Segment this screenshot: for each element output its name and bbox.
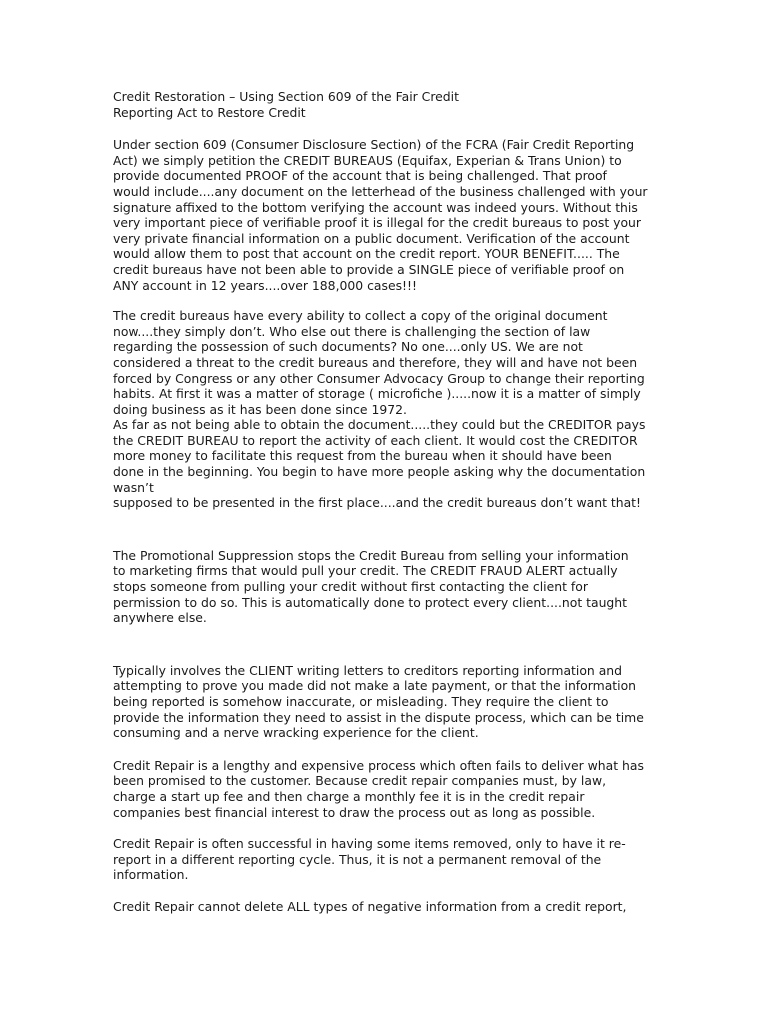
paragraph-promotional-suppression: The Promotional Suppression stops the Credit Bureau from selling your information to marketing firms that would pull your credit. The CREDIT FRAUD ALERT actually stops someone from pulling your credit without first contacting the client for permission to do so. This is automatically done to protect every client....not taught anywhere else.	[113, 547, 629, 626]
paragraph-lengthy-process: Credit Repair is a lengthy and expensive process which often fails to deliver what has been promised to the customer. Because credit repair companies must, by law, charge a start up fee and then charge a monthly fee it is in the credit repair companies best financial interest to draw the process out as long as possible.	[113, 757, 644, 820]
paragraph-cannot-delete: Credit Repair cannot delete ALL types of negative information from a credit report,	[113, 898, 627, 914]
paragraph-client-letters: Typically involves the CLIENT writing letters to creditors reporting information and attempting to prove you made did not make a late payment, or that the information being reported is somehow inaccurate, or misleading. They require the client to provide the information they need to assist in the dispute process, which can be time consuming and a nerve wracking experience for the client.	[113, 662, 644, 741]
paragraph-obtain-document: As far as not being able to obtain the document.....they could but the CREDITOR pays the CREDIT BUREAU to report the activity of each client. It would cost the CREDITOR more money to facilitate this request from the bureau when it should have been done in the beginning. You begin to have more people asking why the documentation wasn’t supposed to be presented in the first place....and the credit bureaus don’t want that!	[113, 417, 646, 511]
paragraph-section-609: Under section 609 (Consumer Disclosure Section) of the FCRA (Fair Credit Reporting Act) we simply petition the CREDIT BUREAUS (Equifax, Experian & Trans Union) to provide documented PROOF of the account that is being challenged. That proof would include....any document on the letterhead of the business challenged with your signature affixed to the bottom verifying the account was indeed yours. Without this very important piece of verifiable proof it is illegal for the credit bureaus to post your very private financial information on a public document. Verification of the account would allow them to post that account on the credit report. YOUR BENEFIT..... The credit bureaus have not been able to provide a SINGLE piece of verifiable proof on ANY account in 12 years....over 188,000 cases!!!	[113, 137, 648, 293]
document-page	[113, 89, 658, 915]
paragraph-re-report: Credit Repair is often successful in having some items removed, only to have it re- report in a different reporting cycle. Thus, it is not a permanent removal of the information.	[113, 836, 626, 883]
document-title: Credit Restoration – Using Section 609 of the Fair Credit Reporting Act to Restore Credit	[113, 89, 459, 120]
paragraph-bureaus-ability: The credit bureaus have every ability to collect a copy of the original document now....they simply don’t. Who else out there is challenging the section of law regarding the possession of such documents? No one....only US. We are not considered a threat to the credit bureaus and therefore, they will and have not been forced by Congress or any other Consumer Advocacy Group to change their reporting habits. At first it was a matter of storage ( microfiche ).....now it is a matter of simply doing business as it has been done since 1972.	[113, 308, 645, 417]
